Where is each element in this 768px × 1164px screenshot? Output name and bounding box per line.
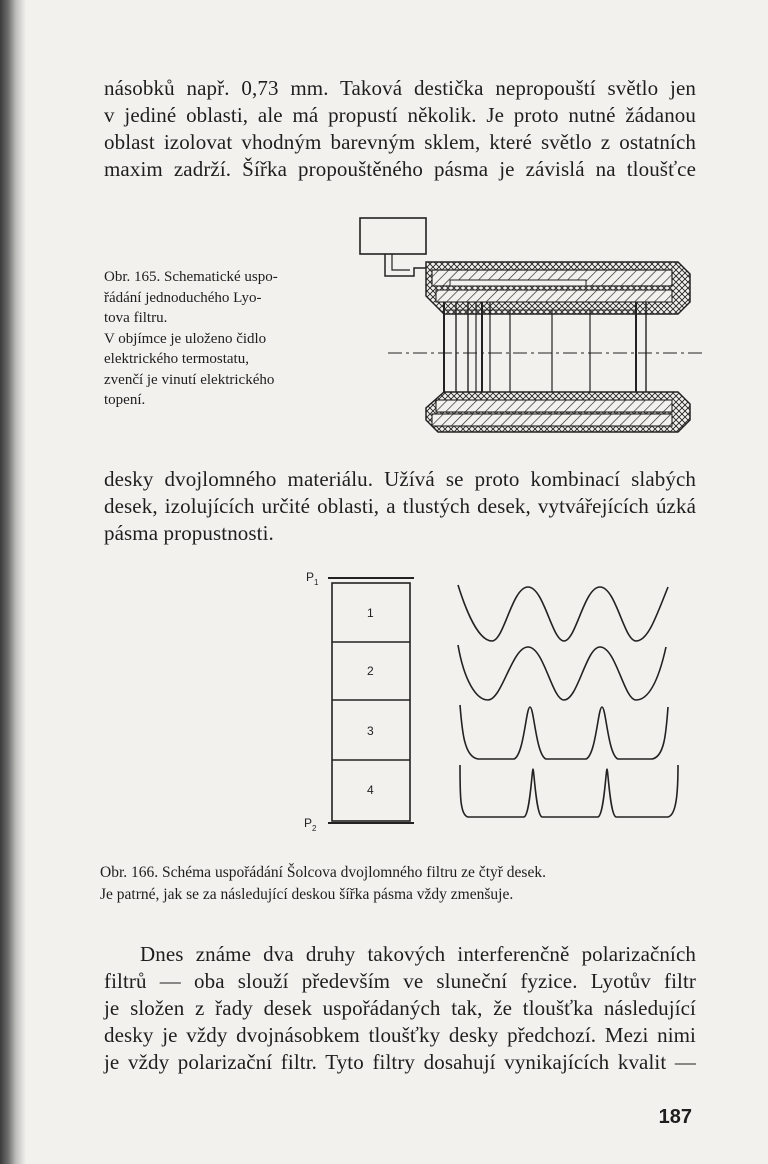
text-line: násobků např. 0,73 mm. Taková destička nepropouští světlo jen (104, 76, 696, 100)
text-line: desky je vždy dvojnásobkem tloušťky desky předchozí. Mezi nimi (104, 1023, 696, 1047)
caption-line: V objímce je uloženo čidlo (104, 330, 267, 347)
caption-line: tova filtru. (104, 310, 168, 326)
caption-line: Obr. 165. Schematické uspo- (104, 269, 278, 285)
caption-line: Je patrné, jak se za následující deskou šířka pásma vždy zmenšuje. (100, 886, 514, 903)
figure-166-caption (100, 862, 680, 906)
text-line: je složen z řady desek uspořádaných tak, že tloušťka následující (104, 996, 696, 1020)
transmission-curve-plate-4 (460, 765, 678, 817)
figure-165-lyot-filter-diagram (340, 210, 710, 440)
filter-housing-bottom (426, 392, 690, 432)
thermostat-box (360, 218, 426, 254)
polarizer-p2-label: $P_2$ (304, 816, 317, 833)
transmission-curves (458, 585, 678, 817)
caption-line: topení. (104, 392, 146, 408)
page-number: 187 (658, 1106, 692, 1128)
caption-line: Obr. 166. Schéma uspořádání Šolcova dvojlomného filtru ze čtyř desek. (100, 864, 546, 881)
filter-housing-top (426, 262, 690, 314)
text-line: maxim zadrží. Šířka propouštěného pásma je závislá na tloušťce (104, 157, 696, 181)
text-line: filtrů — oba slouží především ve sluneční fyzice. Lyotův filtr (104, 969, 696, 993)
transmission-curve-plate-2 (458, 645, 666, 700)
plate-label: 3 (367, 724, 374, 738)
paragraph-bottom (104, 941, 696, 1076)
transmission-curve-plate-1 (458, 585, 668, 641)
text-line: Dnes známe dva druhy takových interferenčně polarizačních (140, 942, 696, 966)
transmission-curve-plate-3 (460, 705, 668, 759)
text-line: pásma propustnosti. (104, 521, 274, 545)
page-binding-shadow (0, 0, 26, 1164)
figure-166-solc-filter-diagram (290, 565, 710, 840)
caption-line: zvenčí je vinutí elektrického (104, 371, 275, 388)
plate-label: 2 (367, 664, 374, 678)
paragraph-top (104, 75, 696, 183)
paragraph-middle (104, 466, 696, 547)
plate-label: 1 (367, 606, 374, 620)
polarizer-p1-label: $P_1$ (306, 570, 319, 587)
caption-line: řádání jednoduchého Lyo- (104, 289, 262, 306)
text-line: v jediné oblasti, ale má propustí několik. Je proto nutné žádanou (104, 103, 696, 127)
caption-line: elektrického termostatu, (104, 351, 249, 367)
filter-plates (444, 302, 646, 398)
plate-label: 4 (367, 783, 374, 797)
text-line: desky dvojlomného materiálu. Užívá se proto kombinací slabých (104, 467, 696, 491)
text-line: je vždy polarizační filtr. Tyto filtry dosahují vynikajících kvalit — (104, 1050, 696, 1074)
text-line: oblast izolovat vhodným barevným sklem, které světlo z ostatních (104, 130, 696, 154)
figure-165-caption (104, 267, 324, 411)
text-line: desek, izolujících určité oblasti, a tlustých desek, vytvářejících úzká (104, 494, 696, 518)
